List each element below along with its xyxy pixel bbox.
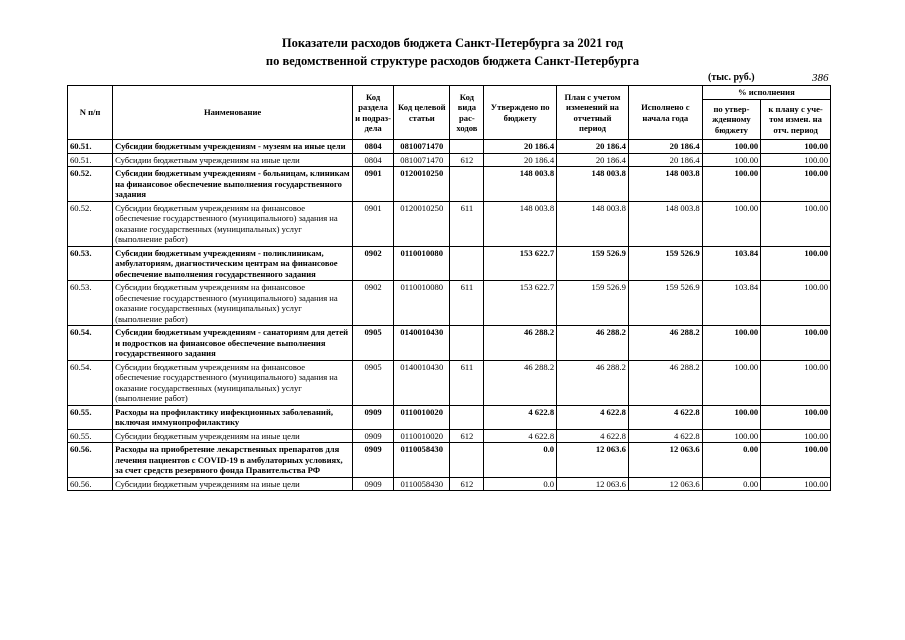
col-header-pct-approved: по утвер-жденному бюджету	[702, 100, 760, 140]
row-num: 60.54.	[68, 326, 113, 361]
table-row	[68, 167, 831, 202]
row-name: Расходы на профилактику инфекционных заболеваний, включая иммунопрофилактику	[113, 405, 353, 429]
row-pct-plan: 100.00	[761, 201, 831, 246]
row-plan: 46 288.2	[557, 360, 629, 405]
row-target-code: 0110010020	[394, 429, 450, 443]
row-pct-approved: 100.00	[702, 140, 760, 154]
row-executed: 148 003.8	[628, 167, 702, 202]
row-exp-type-code	[450, 326, 484, 361]
row-plan: 4 622.8	[557, 429, 629, 443]
row-pct-plan: 100.00	[761, 281, 831, 326]
row-approved: 0.0	[484, 443, 557, 478]
row-executed: 4 622.8	[628, 405, 702, 429]
col-header-approved: Утверждено по бюджету	[484, 86, 557, 140]
row-approved: 46 288.2	[484, 360, 557, 405]
row-plan: 20 186.4	[557, 153, 629, 167]
row-target-code: 0110058430	[394, 477, 450, 491]
row-exp-type-code	[450, 405, 484, 429]
table-row	[68, 326, 831, 361]
row-plan: 159 526.9	[557, 246, 629, 281]
row-executed: 159 526.9	[628, 281, 702, 326]
units-label: (тыс. руб.)	[708, 72, 755, 83]
row-executed: 46 288.2	[628, 326, 702, 361]
row-section-code: 0909	[353, 477, 394, 491]
row-executed: 46 288.2	[628, 360, 702, 405]
row-section-code: 0909	[353, 405, 394, 429]
col-header-num: N п/п	[68, 86, 113, 140]
row-approved: 20 186.4	[484, 140, 557, 154]
row-pct-plan: 100.00	[761, 153, 831, 167]
table-row	[68, 246, 831, 281]
row-executed: 159 526.9	[628, 246, 702, 281]
row-name: Субсидии бюджетным учреждениям - музеям на иные цели	[113, 140, 353, 154]
row-executed: 4 622.8	[628, 429, 702, 443]
row-name: Субсидии бюджетным учреждениям - поликлиникам, амбулаториям, диагностическим центрам на финансовое обеспечение выполнения государственного задания	[113, 246, 353, 281]
row-pct-approved: 0.00	[702, 477, 760, 491]
row-exp-type-code	[450, 443, 484, 478]
table-row	[68, 140, 831, 154]
row-num: 60.56.	[68, 443, 113, 478]
row-pct-approved: 100.00	[702, 167, 760, 202]
row-name: Субсидии бюджетным учреждениям на финансовое обеспечение государственного (муниципального) задания на оказание государственных (муниципальных) услуг (выполнение работ)	[113, 201, 353, 246]
row-approved: 4 622.8	[484, 405, 557, 429]
col-header-pct-plan: к плану с уче-том измен. на отч. период	[761, 100, 831, 140]
row-name: Субсидии бюджетным учреждениям на финансовое обеспечение государственного (муниципального) задания на оказание государственных (муниципальных) услуг (выполнение работ)	[113, 360, 353, 405]
row-name: Субсидии бюджетным учреждениям на иные цели	[113, 153, 353, 167]
row-plan: 46 288.2	[557, 326, 629, 361]
row-executed: 12 063.6	[628, 443, 702, 478]
row-num: 60.51.	[68, 140, 113, 154]
row-section-code: 0902	[353, 246, 394, 281]
row-executed: 20 186.4	[628, 153, 702, 167]
row-name: Субсидии бюджетным учреждениям - санаториям для детей и подростков на финансовое обеспечение выполнения государственного задания	[113, 326, 353, 361]
row-approved: 153 622.7	[484, 281, 557, 326]
row-num: 60.51.	[68, 153, 113, 167]
row-num: 60.53.	[68, 246, 113, 281]
row-target-code: 0110010080	[394, 246, 450, 281]
row-pct-approved: 103.84	[702, 246, 760, 281]
table-row	[68, 443, 831, 478]
expenditure-table	[67, 85, 831, 491]
row-pct-plan: 100.00	[761, 405, 831, 429]
report-title-line1: Показатели расходов бюджета Санкт-Петербурга за 2021 год	[281, 36, 624, 50]
row-pct-approved: 100.00	[702, 405, 760, 429]
row-pct-approved: 100.00	[702, 326, 760, 361]
row-pct-approved: 100.00	[702, 153, 760, 167]
row-exp-type-code: 611	[450, 360, 484, 405]
row-plan: 12 063.6	[557, 477, 629, 491]
row-approved: 153 622.7	[484, 246, 557, 281]
row-approved: 148 003.8	[484, 201, 557, 246]
row-section-code: 0905	[353, 360, 394, 405]
row-executed: 148 003.8	[628, 201, 702, 246]
row-pct-approved: 0.00	[702, 443, 760, 478]
row-plan: 4 622.8	[557, 405, 629, 429]
row-target-code: 0120010250	[394, 201, 450, 246]
row-pct-plan: 100.00	[761, 429, 831, 443]
row-num: 60.55.	[68, 429, 113, 443]
col-header-name: Наименование	[113, 86, 353, 140]
row-pct-plan: 100.00	[761, 246, 831, 281]
row-target-code: 0110010080	[394, 281, 450, 326]
row-plan: 148 003.8	[557, 167, 629, 202]
row-num: 60.56.	[68, 477, 113, 491]
row-section-code: 0905	[353, 326, 394, 361]
col-header-exp-type: Код вида рас-ходов	[450, 86, 484, 140]
row-plan: 20 186.4	[557, 140, 629, 154]
row-num: 60.53.	[68, 281, 113, 326]
row-target-code: 0810071470	[394, 153, 450, 167]
row-plan: 12 063.6	[557, 443, 629, 478]
row-pct-plan: 100.00	[761, 360, 831, 405]
row-plan: 159 526.9	[557, 281, 629, 326]
table-row	[68, 281, 831, 326]
col-header-percent-group: % исполнения	[702, 86, 830, 100]
table-row	[68, 477, 831, 491]
row-pct-approved: 103.84	[702, 281, 760, 326]
row-section-code: 0804	[353, 140, 394, 154]
row-name: Расходы на приобретение лекарственных препаратов для лечения пациентов с COVID-19 в амбулаторных условиях, за счет средств резервного фонда Правительства РФ	[113, 443, 353, 478]
row-approved: 0.0	[484, 477, 557, 491]
row-exp-type-code: 611	[450, 201, 484, 246]
row-section-code: 0901	[353, 201, 394, 246]
row-pct-plan: 100.00	[761, 477, 831, 491]
row-approved: 148 003.8	[484, 167, 557, 202]
row-exp-type-code	[450, 246, 484, 281]
row-target-code: 0110010020	[394, 405, 450, 429]
col-header-executed: Исполнено с начала года	[628, 86, 702, 140]
row-num: 60.52.	[68, 201, 113, 246]
table-body	[68, 140, 831, 491]
row-exp-type-code	[450, 167, 484, 202]
table-row	[68, 153, 831, 167]
row-target-code: 0810071470	[394, 140, 450, 154]
table-row	[68, 429, 831, 443]
row-approved: 20 186.4	[484, 153, 557, 167]
row-exp-type-code: 611	[450, 281, 484, 326]
table-row	[68, 201, 831, 246]
row-pct-plan: 100.00	[761, 140, 831, 154]
row-pct-approved: 100.00	[702, 429, 760, 443]
table-row	[68, 405, 831, 429]
row-pct-plan: 100.00	[761, 167, 831, 202]
row-num: 60.52.	[68, 167, 113, 202]
row-section-code: 0909	[353, 443, 394, 478]
row-name: Субсидии бюджетным учреждениям на иные цели	[113, 477, 353, 491]
col-header-target: Код целевой статьи	[394, 86, 450, 140]
row-num: 60.55.	[68, 405, 113, 429]
row-pct-approved: 100.00	[702, 360, 760, 405]
row-exp-type-code: 612	[450, 477, 484, 491]
row-executed: 20 186.4	[628, 140, 702, 154]
col-header-plan: План с учетом изменений на отчетный период	[557, 86, 629, 140]
row-target-code: 0140010430	[394, 360, 450, 405]
row-name: Субсидии бюджетным учреждениям - больницам, клиникам на финансовое обеспечение выполнения государственного задания	[113, 167, 353, 202]
row-plan: 148 003.8	[557, 201, 629, 246]
row-target-code: 0110058430	[394, 443, 450, 478]
row-name: Субсидии бюджетным учреждениям на иные цели	[113, 429, 353, 443]
row-section-code: 0901	[353, 167, 394, 202]
row-exp-type-code: 612	[450, 153, 484, 167]
row-num: 60.54.	[68, 360, 113, 405]
row-pct-plan: 100.00	[761, 443, 831, 478]
row-pct-approved: 100.00	[702, 201, 760, 246]
col-header-section: Код раздела и подраз-дела	[353, 86, 394, 140]
row-section-code: 0909	[353, 429, 394, 443]
row-section-code: 0902	[353, 281, 394, 326]
row-target-code: 0140010430	[394, 326, 450, 361]
row-approved: 4 622.8	[484, 429, 557, 443]
row-exp-type-code	[450, 140, 484, 154]
row-exp-type-code: 612	[450, 429, 484, 443]
row-pct-plan: 100.00	[761, 326, 831, 361]
row-section-code: 0804	[353, 153, 394, 167]
page-number: 386	[812, 72, 829, 84]
row-approved: 46 288.2	[484, 326, 557, 361]
table-row	[68, 360, 831, 405]
row-executed: 12 063.6	[628, 477, 702, 491]
row-target-code: 0120010250	[394, 167, 450, 202]
row-name: Субсидии бюджетным учреждениям на финансовое обеспечение государственного (муниципального) задания на оказание государственных (муниципальных) услуг (выполнение работ)	[113, 281, 353, 326]
report-title-line2: по ведомственной структуре расходов бюджета Санкт-Петербурга	[265, 54, 640, 68]
